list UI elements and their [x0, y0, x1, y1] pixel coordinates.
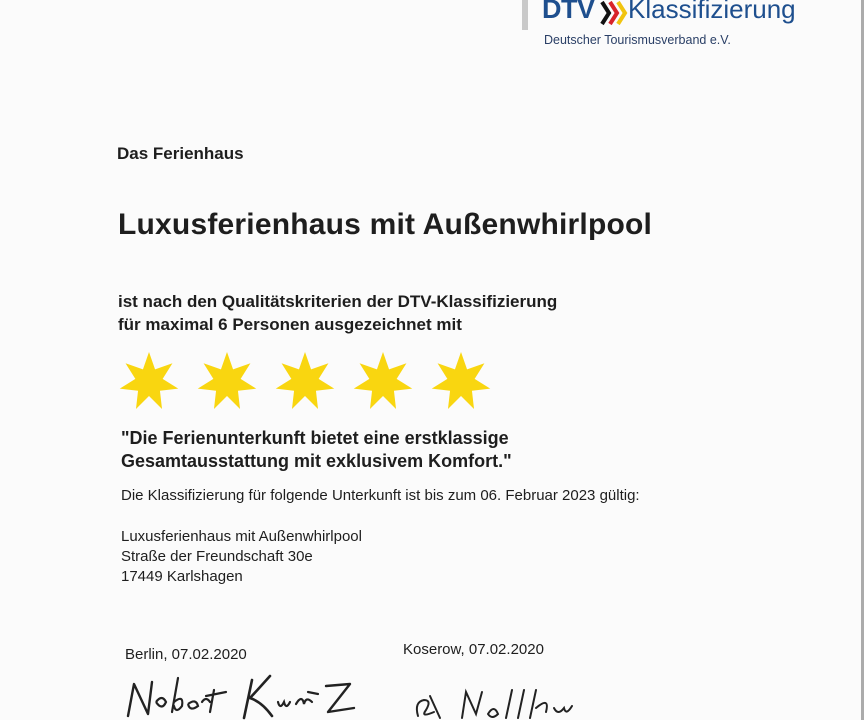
logo-subtitle: Deutscher Tourismusverband e.V.	[544, 33, 731, 47]
intro-text: Das Ferienhaus	[117, 144, 244, 163]
property-name: Luxusferienhaus mit Außenwhirlpool	[118, 208, 653, 241]
address-line: Luxusferienhaus mit Außenwhirlpool	[121, 528, 362, 545]
right-signature	[410, 688, 610, 720]
star-icon	[432, 352, 491, 409]
address-line: 17449 Karlshagen	[121, 568, 243, 585]
logo-brand: DTV	[542, 0, 595, 24]
right-place-date: Koserow, 07.02.2020	[403, 641, 544, 658]
left-signature	[122, 672, 372, 720]
criteria-line: für maximal 6 Personen ausgezeichnet mit	[118, 315, 462, 334]
star-icon	[276, 352, 335, 409]
star-icon	[120, 352, 179, 409]
validity-text: Die Klassifizierung für folgende Unterkunft ist bis zum 06. Februar 2023 gültig:	[121, 487, 640, 504]
criteria-line: ist nach den Qualitätskriterien der DTV-Klassifizierung	[118, 292, 558, 311]
rating-quote	[121, 427, 512, 473]
logo-name: Klassifizierung	[628, 0, 796, 24]
chevron-flag-icon	[600, 0, 628, 26]
quote-line: "Die Ferienunterkunft bietet eine erstklassige	[121, 428, 509, 448]
dtv-logo	[522, 0, 812, 60]
star-icon	[354, 352, 413, 409]
star-icon	[198, 352, 257, 409]
star-rating	[118, 349, 498, 415]
left-place-date: Berlin, 07.02.2020	[125, 646, 247, 663]
criteria-text	[118, 290, 557, 336]
address-line: Straße der Freundschaft 30e	[121, 548, 313, 565]
address-block	[121, 527, 362, 587]
quote-line: Gesamtausstattung mit exklusivem Komfort."	[121, 451, 512, 471]
logo-bar	[522, 0, 528, 30]
